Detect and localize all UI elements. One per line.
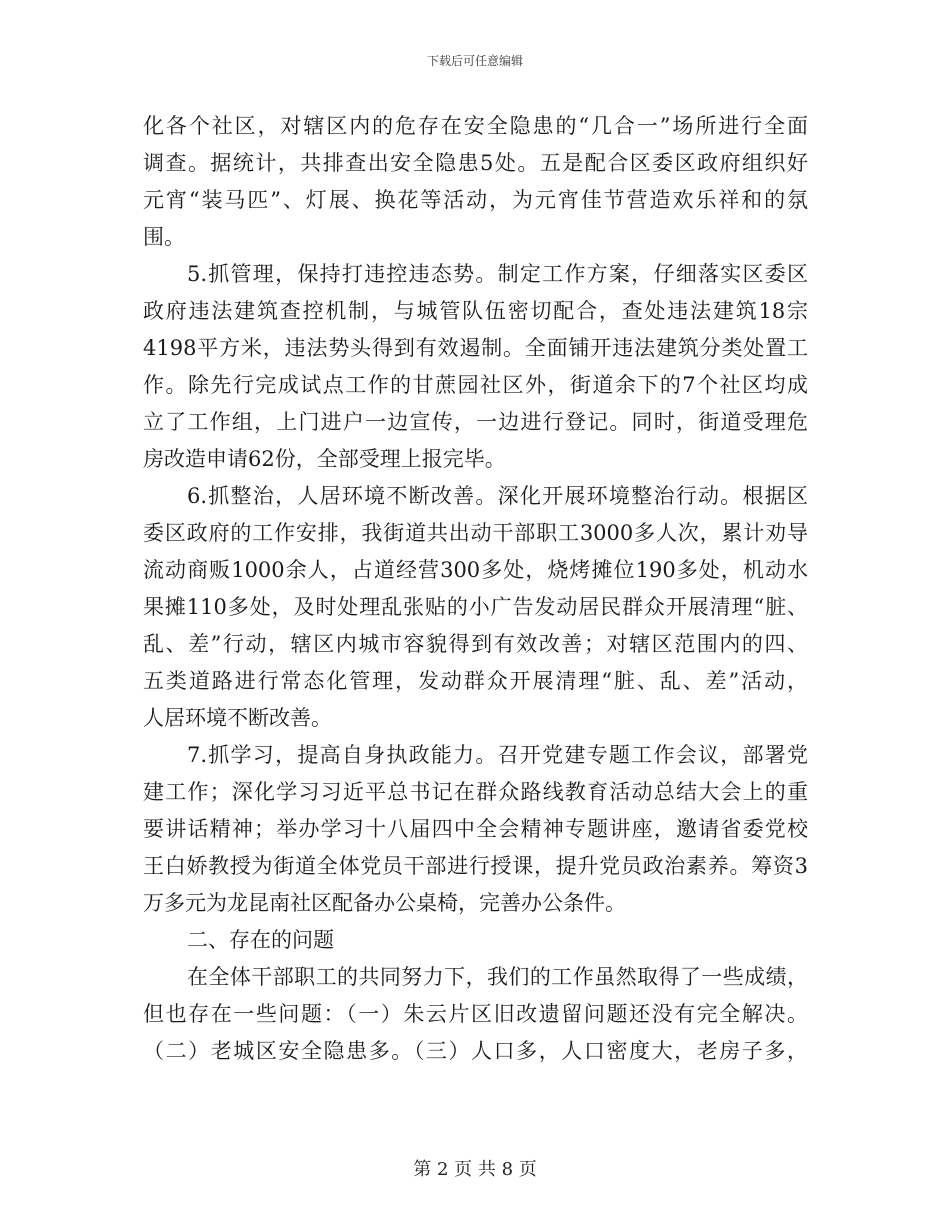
text-line: 围。 bbox=[143, 225, 185, 249]
text-line: 果摊110多处，及时处理乱张贴的小广告发动居民群众开展清理“脏、 bbox=[143, 595, 808, 619]
text-line: 房改造申请62份，全部受理上报完毕。 bbox=[143, 447, 506, 471]
text-line: 建工作；深化学习习近平总书记在群众路线教育活动总结大会上的重 bbox=[143, 780, 808, 804]
text-line: 化各个社区，对辖区内的危存在安全隐患的“几合一”场所进行全面 bbox=[143, 114, 808, 138]
page-header: 下载后可任意编辑 bbox=[426, 54, 523, 68]
document-body bbox=[143, 108, 808, 1070]
text-line: 要讲话精神；举办学习十八届四中全会精神专题讲座，邀请省委党校 bbox=[143, 817, 808, 841]
paragraph-first-line: 在全体干部职工的共同努力下，我们的工作虽然取得了一些成绩， bbox=[187, 965, 808, 989]
text-line: 万多元为龙昆南社区配备办公桌椅，完善办公条件。 bbox=[143, 891, 626, 915]
text-line: （二）老城区安全隐患多。（三）人口多，人口密度大，老房子多， bbox=[143, 1039, 808, 1063]
paragraph-first-line: 7.抓学习，提高自身执政能力。召开党建专题工作会议，部署党 bbox=[187, 743, 808, 767]
text-line: 4198平方米，违法势头得到有效遏制。全面铺开违法建筑分类处置工 bbox=[143, 336, 808, 360]
text-line: 立了工作组，上门进户一边宣传，一边进行登记。同时，街道受理危 bbox=[143, 410, 808, 434]
text-line: 流动商贩1000余人，占道经营300多处，烧烤摊位190多处，机动水 bbox=[143, 558, 808, 582]
paragraph-first-line: 5.抓管理，保持打违控违态势。制定工作方案，仔细落实区委区 bbox=[187, 262, 808, 286]
page-number: 第 2 页 共 8 页 bbox=[413, 1159, 537, 1180]
text-line: 作。除先行完成试点工作的甘蔗园社区外，街道余下的7个社区均成 bbox=[143, 373, 808, 397]
paragraph-first-line: 6.抓整治，人居环境不断改善。深化开展环境整治行动。根据区 bbox=[187, 484, 808, 508]
text-line: 五类道路进行常态化管理，发动群众开展清理“脏、乱、差”活动， bbox=[143, 669, 808, 693]
text-line: 但也存在一些问题：（一）朱云片区旧改遗留问题还没有完全解决。 bbox=[143, 1002, 808, 1026]
text-line: 元宵“装马匹”、灯展、换花等活动，为元宵佳节营造欢乐祥和的氛 bbox=[143, 188, 808, 212]
text-line: 王白娇教授为街道全体党员干部进行授课，提升党员政治素养。筹资3 bbox=[143, 854, 808, 878]
text-line: 政府违法建筑查控机制，与城管队伍密切配合，查处违法建筑18宗 bbox=[143, 299, 808, 323]
text-line: 调查。据统计，共排查出安全隐患5处。五是配合区委区政府组织好 bbox=[143, 151, 808, 175]
section-heading: 二、存在的问题 bbox=[187, 928, 334, 952]
text-line: 委区政府的工作安排，我街道共出动干部职工3000多人次，累计劝导 bbox=[143, 521, 808, 545]
text-line: 人居环境不断改善。 bbox=[143, 706, 332, 730]
text-line: 乱、差”行动，辖区内城市容貌得到有效改善；对辖区范围内的四、 bbox=[143, 632, 808, 656]
